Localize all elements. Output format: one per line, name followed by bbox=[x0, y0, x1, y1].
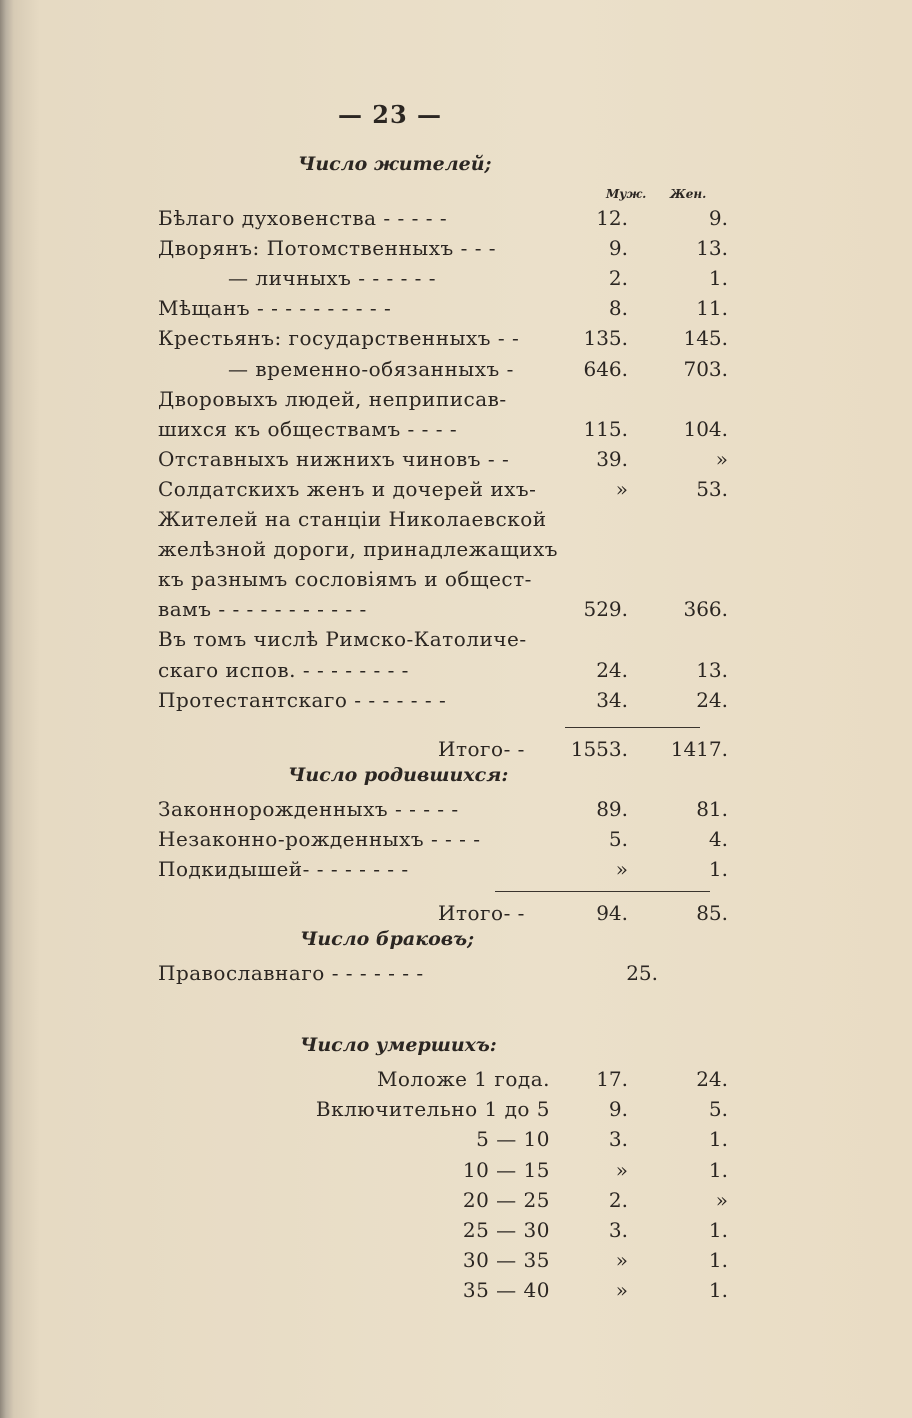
row-label: Включительно 1 до 5 bbox=[315, 1097, 550, 1122]
table-row bbox=[158, 685, 728, 715]
row-label: 25 — 30 bbox=[462, 1218, 550, 1242]
table-row bbox=[158, 263, 728, 293]
male-value: 1553. bbox=[570, 737, 628, 761]
female-value: 366. bbox=[683, 597, 728, 622]
male-value: 9. bbox=[608, 1097, 628, 1122]
female-value: 13. bbox=[696, 657, 728, 682]
table-row bbox=[158, 1094, 728, 1124]
table-row bbox=[158, 534, 728, 564]
row-label: скаго испов. - - - - - - - - bbox=[158, 657, 409, 682]
section-marriages: Число браковъ; bbox=[300, 928, 475, 950]
table-row bbox=[158, 1275, 728, 1305]
female-value: 53. bbox=[696, 476, 728, 501]
row-label: 5 — 10 bbox=[476, 1127, 550, 1152]
row-label: Дворовыхъ людей, неприписав- bbox=[158, 386, 507, 411]
male-value: » bbox=[615, 1248, 628, 1273]
section-deaths: Число умершихъ: bbox=[300, 1034, 497, 1056]
inhabitants-total-row bbox=[158, 734, 728, 764]
male-value: 115. bbox=[583, 416, 628, 441]
male-value: 3. bbox=[608, 1218, 628, 1242]
female-value: 1417. bbox=[670, 737, 728, 761]
table-row bbox=[158, 1185, 728, 1215]
table-row bbox=[158, 564, 728, 594]
total-label: Итого- - bbox=[438, 901, 525, 925]
row-label: — личныхъ - - - - - - bbox=[228, 266, 437, 291]
male-value: 89. bbox=[596, 797, 628, 821]
male-value: 9. bbox=[608, 236, 628, 261]
row-label: Незаконно-рожденныхъ - - - - bbox=[158, 827, 481, 851]
row-label: Моложе 1 года. bbox=[376, 1067, 550, 1091]
table-row bbox=[158, 384, 728, 414]
page-number: — 23 — bbox=[337, 100, 443, 129]
row-label: вамъ - - - - - - - - - - - bbox=[158, 597, 367, 622]
row-label: Отставныхъ нижнихъ чиновъ - - bbox=[158, 446, 510, 471]
total-rule bbox=[565, 727, 700, 728]
table-row bbox=[158, 414, 728, 444]
table-row bbox=[158, 624, 728, 654]
table-row bbox=[158, 1245, 728, 1275]
table-row bbox=[158, 504, 728, 534]
female-value: 1. bbox=[708, 857, 728, 881]
row-label: къ разнымъ сословіямъ и общест- bbox=[158, 567, 532, 592]
row-label: 35 — 40 bbox=[462, 1278, 550, 1303]
female-value: 24. bbox=[696, 687, 728, 712]
female-value: 1. bbox=[708, 1127, 728, 1152]
table-row bbox=[158, 354, 728, 384]
table-row bbox=[158, 655, 728, 685]
female-value: 85. bbox=[696, 901, 728, 925]
male-value: 135. bbox=[583, 326, 628, 351]
row-label: Подкидышей- - - - - - - - bbox=[158, 857, 409, 881]
row-label: Протестантскаго - - - - - - - bbox=[158, 687, 447, 712]
table-row bbox=[158, 1215, 728, 1245]
table-row bbox=[158, 444, 728, 474]
row-label: Православнаго - - - - - - - bbox=[158, 961, 424, 985]
male-value: 5. bbox=[608, 827, 628, 851]
female-value: 703. bbox=[683, 356, 728, 381]
column-male: Муж. bbox=[606, 187, 647, 201]
row-label: 20 — 25 bbox=[462, 1187, 550, 1212]
table-row bbox=[158, 203, 728, 233]
male-value: 94. bbox=[596, 901, 628, 925]
table-row bbox=[158, 794, 728, 824]
male-value: 646. bbox=[583, 356, 628, 381]
female-value: 4. bbox=[708, 827, 728, 851]
female-value: 104. bbox=[683, 416, 728, 441]
female-value: » bbox=[715, 446, 728, 471]
female-value: 1. bbox=[708, 1278, 728, 1303]
section-inhabitants: Число жителей; bbox=[298, 153, 492, 175]
row-label: Въ томъ числѣ Римско-Католиче- bbox=[158, 627, 527, 652]
marriages-value: 25. bbox=[626, 961, 658, 985]
total-label: Итого- - bbox=[438, 737, 525, 761]
female-value: 11. bbox=[696, 296, 728, 321]
male-value: 8. bbox=[608, 296, 628, 321]
row-label: 30 — 35 bbox=[462, 1248, 550, 1273]
male-value: » bbox=[615, 476, 628, 501]
births-total-row bbox=[158, 898, 728, 928]
female-value: 81. bbox=[696, 797, 728, 821]
female-value: » bbox=[715, 1187, 728, 1212]
male-value: 2. bbox=[608, 266, 628, 291]
male-value: 2. bbox=[608, 1187, 628, 1212]
table-row bbox=[158, 1124, 728, 1154]
table-row bbox=[158, 323, 728, 353]
female-value: 1. bbox=[708, 1157, 728, 1182]
row-label: Дворянъ: Потомственныхъ - - - bbox=[158, 236, 497, 261]
male-value: 39. bbox=[596, 446, 628, 471]
table-row bbox=[158, 233, 728, 263]
male-value: 12. bbox=[596, 206, 628, 230]
male-value: » bbox=[615, 857, 628, 881]
row-label: Солдатскихъ женъ и дочерей ихъ- bbox=[158, 476, 537, 501]
table-row bbox=[158, 1155, 728, 1185]
female-value: 24. bbox=[696, 1067, 728, 1091]
female-value: 1. bbox=[708, 1248, 728, 1273]
table-row bbox=[158, 594, 728, 624]
table-row bbox=[158, 854, 728, 884]
female-value: 9. bbox=[708, 206, 728, 230]
column-female: Жен. bbox=[670, 187, 707, 201]
male-value: 3. bbox=[608, 1127, 628, 1152]
section-births: Число родившихся: bbox=[288, 764, 509, 786]
total-rule bbox=[495, 891, 710, 892]
female-value: 13. bbox=[696, 236, 728, 261]
male-value: » bbox=[615, 1278, 628, 1303]
marriages-row bbox=[158, 958, 728, 988]
male-value: 24. bbox=[596, 657, 628, 682]
table-row bbox=[158, 474, 728, 504]
female-value: 1. bbox=[708, 266, 728, 291]
row-label: Крестьянъ: государственныхъ - - bbox=[158, 326, 520, 351]
female-value: 145. bbox=[683, 326, 728, 351]
male-value: 34. bbox=[596, 687, 628, 712]
male-value: 529. bbox=[583, 597, 628, 622]
male-value: 17. bbox=[596, 1067, 628, 1091]
row-label: Законнорожденныхъ - - - - - bbox=[158, 797, 459, 821]
row-label: Бѣлаго духовенства - - - - - bbox=[158, 206, 448, 230]
table-row bbox=[158, 293, 728, 323]
row-label: Мѣщанъ - - - - - - - - - - bbox=[158, 296, 392, 321]
row-label: 10 — 15 bbox=[462, 1157, 550, 1182]
row-label: — временно-обязанныхъ - bbox=[228, 356, 514, 381]
female-value: 1. bbox=[708, 1218, 728, 1242]
table-row bbox=[158, 1064, 728, 1094]
female-value: 5. bbox=[708, 1097, 728, 1122]
row-label: шихся къ обществамъ - - - - bbox=[158, 416, 458, 441]
row-label: Жителей на станціи Николаевской bbox=[158, 507, 547, 531]
table-row bbox=[158, 824, 728, 854]
row-label: желѣзной дороги, принадлежащихъ bbox=[158, 537, 559, 562]
male-value: » bbox=[615, 1157, 628, 1182]
